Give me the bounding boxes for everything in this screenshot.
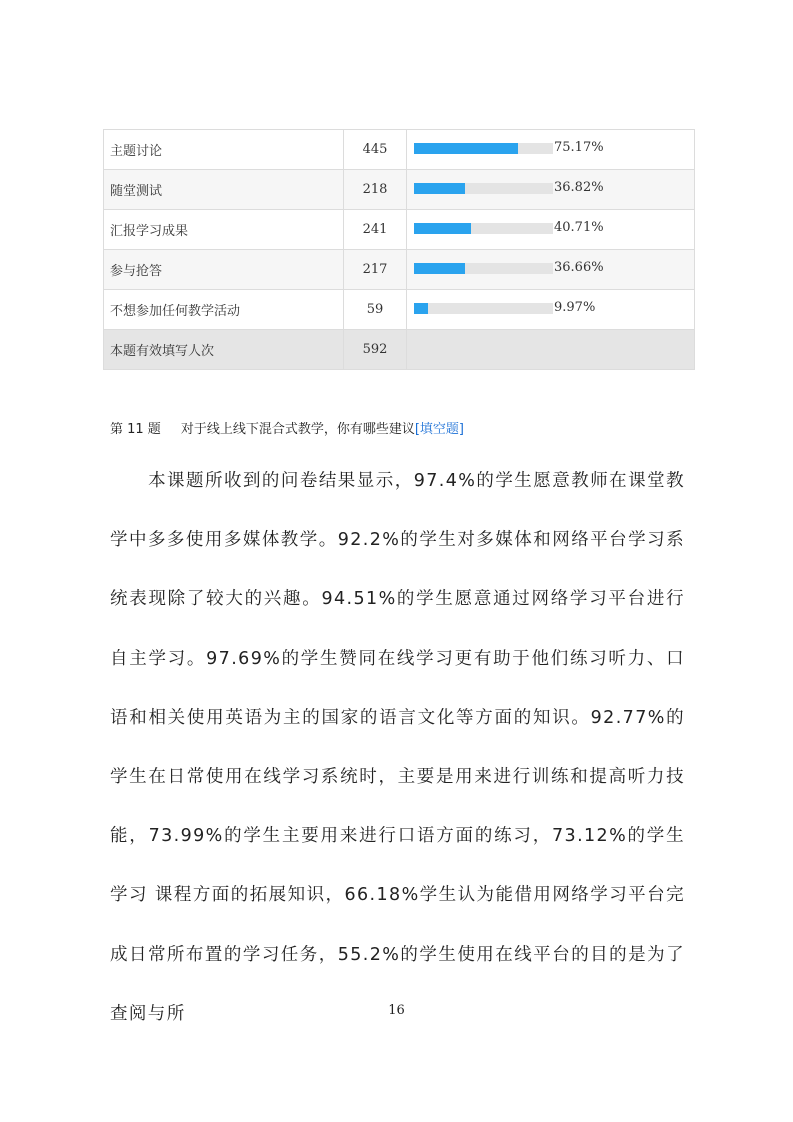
progress-bar-track [414, 303, 553, 314]
question-number: 第 11 题 [110, 422, 161, 437]
table-row [104, 210, 695, 250]
option-label: 主题讨论 [104, 130, 344, 170]
question-text: 对于线上线下混合式教学，你有哪些建议 [180, 422, 415, 437]
option-percent: 75.17% [554, 140, 604, 155]
total-count: 592 [344, 330, 407, 370]
table-row [104, 170, 695, 210]
option-label: 不想参加任何教学活动 [104, 290, 344, 330]
table-row [104, 290, 695, 330]
progress-bar-fill [414, 143, 518, 154]
option-percent: 9.97% [554, 300, 596, 315]
stats-table [103, 129, 695, 370]
progress-bar-track [414, 143, 553, 154]
option-count: 218 [344, 170, 407, 210]
option-count: 241 [344, 210, 407, 250]
table-row [104, 250, 695, 290]
option-percent: 36.82% [554, 180, 604, 195]
option-percent: 40.71% [554, 220, 604, 235]
question-type-tag: [填空题] [414, 422, 464, 437]
option-percent: 36.66% [554, 260, 604, 275]
total-label: 本题有效填写人次 [104, 330, 344, 370]
question-title [110, 418, 464, 437]
progress-bar-fill [414, 183, 465, 194]
body-paragraph [110, 452, 685, 1044]
option-count: 445 [344, 130, 407, 170]
option-label: 参与抢答 [104, 250, 344, 290]
progress-bar-track [414, 183, 553, 194]
table-total-row [104, 330, 695, 370]
body-text: 本课题所收到的问卷结果显示，97.4%的学生愿意教师在课堂教学中多多使用多媒体教学。92.2%的学生对多媒体和网络平台学习系统表现除了较大的兴趣。94.51%的学生愿意通过网络学习平台进行自主学习。97.69%的学生赞同在线学习更有助于他们练习听力、口语和相关使用英语为主的国家的语言文化等方面的知识。92.77%的学生在日常使用在线学习系统时，主要是用来进行训练和提高听力技能，73.99%的学生主要用来进行口语方面的练习，73.12%的学生学习 课程方面的拓展知识，66.18%学生认为能借用网络学习平台完成日常所布置的学习任务，55.2%的学生使用在线平台的目的是为了查阅与所 [110, 471, 685, 1024]
progress-bar-fill [414, 303, 428, 314]
progress-bar-track [414, 223, 553, 234]
table-row [104, 130, 695, 170]
option-count: 217 [344, 250, 407, 290]
page-number: 16 [388, 1003, 405, 1018]
option-label: 随堂测试 [104, 170, 344, 210]
progress-bar-fill [414, 263, 465, 274]
option-count: 59 [344, 290, 407, 330]
progress-bar-fill [414, 223, 471, 234]
option-label: 汇报学习成果 [104, 210, 344, 250]
progress-bar-track [414, 263, 553, 274]
